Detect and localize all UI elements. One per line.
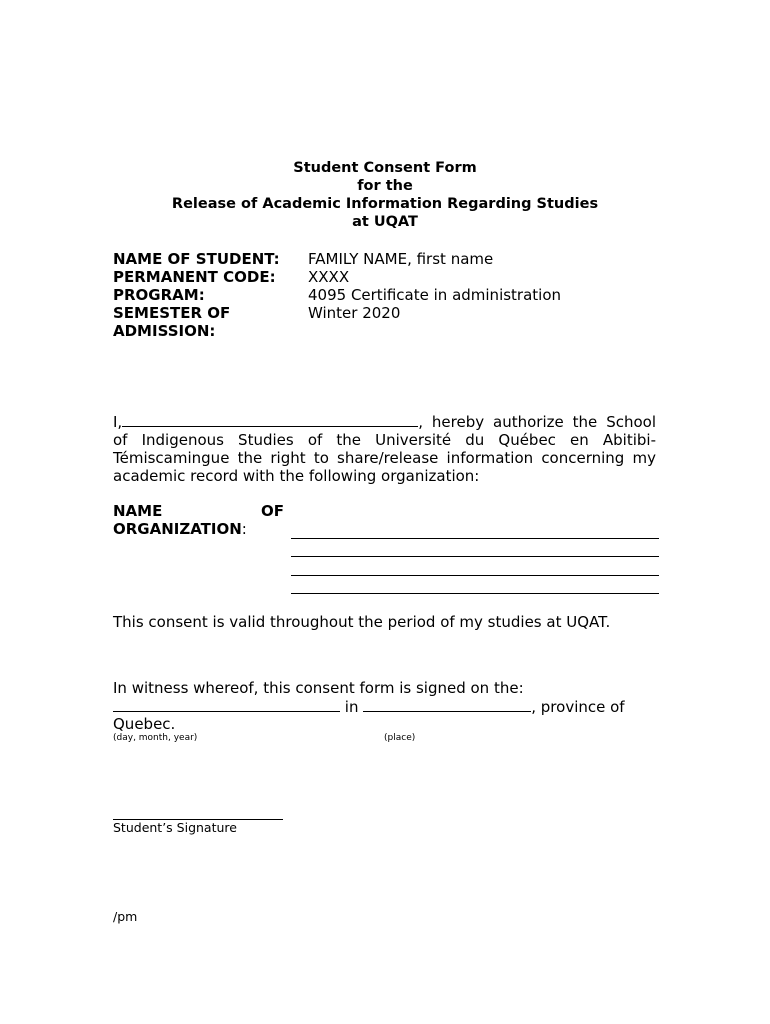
- title-line-4: at UQAT: [352, 214, 418, 230]
- witness-province-text: , province of: [531, 698, 625, 716]
- organization-label-word-2: OF: [261, 502, 284, 520]
- form-title: [0, 159, 770, 231]
- signing-date-blank[interactable]: [113, 697, 340, 712]
- organization-line-2[interactable]: [291, 556, 659, 557]
- program-value: 4095 Certificate in administration: [308, 286, 562, 304]
- consent-validity-text: This consent is valid throughout the period of my studies at UQAT.: [113, 613, 611, 631]
- student-name-blank[interactable]: [122, 412, 418, 427]
- province-name: Quebec.: [113, 715, 176, 733]
- organization-line-3[interactable]: [291, 575, 659, 576]
- witness-intro: In witness whereof, this consent form is signed on the:: [113, 679, 524, 697]
- authorization-paragraph: [113, 412, 656, 485]
- title-line-1: Student Consent Form: [293, 160, 477, 176]
- student-name-value: FAMILY NAME, first name: [308, 250, 494, 268]
- organization-label-colon: :: [241, 520, 247, 538]
- semester-label-line-1: SEMESTER OF: [113, 304, 231, 322]
- organization-line-1[interactable]: [291, 538, 659, 539]
- typist-initials: /pm: [113, 909, 138, 924]
- authorization-text: , hereby authorize the School of Indigenous Studies of the Université du Québec en Abitibi-Témiscamingue the right to share/release information concerning my academic record with the following organization:: [113, 413, 656, 485]
- date-hint: (day, month, year): [113, 733, 198, 743]
- witness-signing-line: [113, 697, 673, 716]
- authorization-prefix: I,: [113, 413, 123, 431]
- student-name-label: NAME OF STUDENT:: [113, 250, 280, 268]
- organization-label-line-2: ORGANIZATION: [113, 520, 242, 538]
- signature-label: Student’s Signature: [113, 820, 237, 835]
- permanent-code-value: XXXX: [308, 268, 350, 286]
- signing-place-blank[interactable]: [363, 697, 531, 712]
- organization-label-word-1: NAME: [113, 502, 163, 520]
- witness-in-word: in: [344, 698, 359, 716]
- permanent-code-label: PERMANENT CODE:: [113, 268, 276, 286]
- title-line-3: Release of Academic Information Regarding Studies: [171, 196, 599, 212]
- organization-label: [113, 502, 284, 538]
- semester-label-line-2: ADMISSION:: [113, 322, 216, 340]
- semester-value: Winter 2020: [308, 304, 401, 322]
- organization-line-4[interactable]: [291, 593, 659, 594]
- title-line-2: for the: [357, 178, 413, 194]
- program-label: PROGRAM:: [113, 286, 205, 304]
- place-hint: (place): [384, 733, 416, 743]
